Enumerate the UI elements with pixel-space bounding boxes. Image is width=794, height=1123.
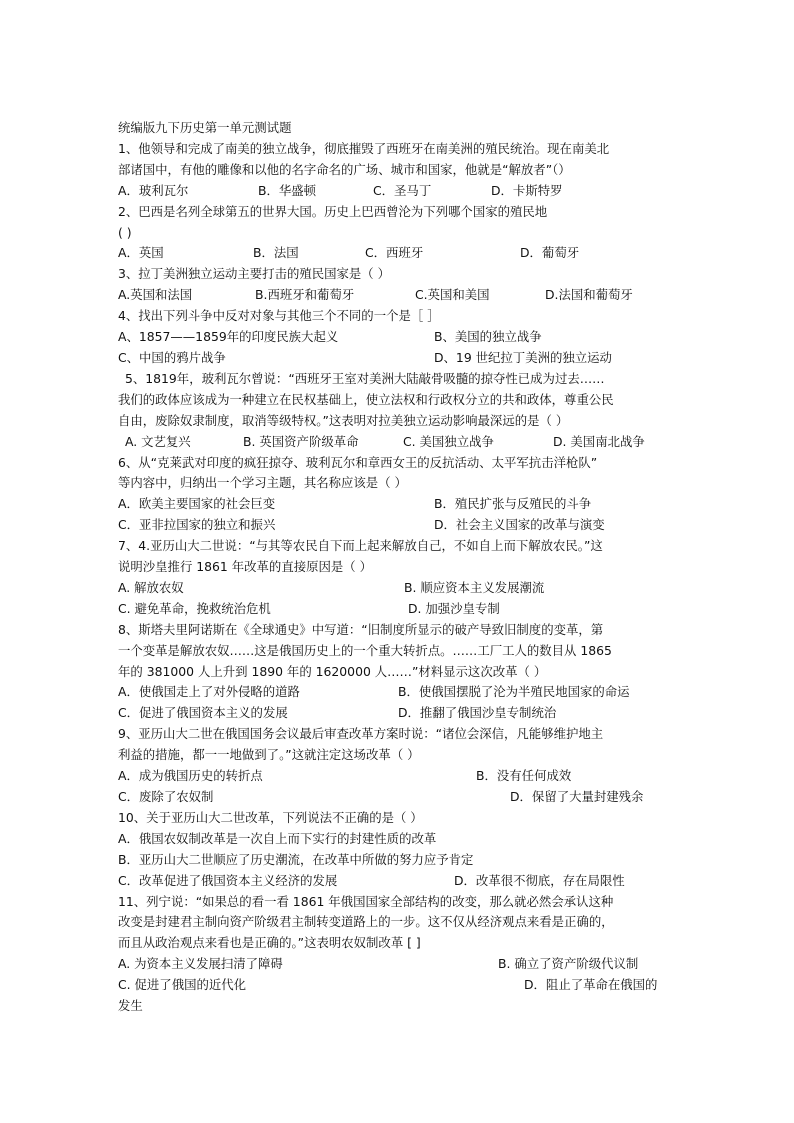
q1-stem-line1: 1、他领导和完成了南美的独立战争，彻底摧毁了西班牙在南美洲的殖民统治。现在南美北 [118, 140, 610, 156]
q6-options-row2 [118, 515, 678, 536]
q2-options [118, 243, 678, 264]
q9-option-c: C．废除了农奴制 [118, 789, 214, 804]
q2-option-c: C．西班牙 [365, 245, 424, 261]
q8-option-b: B．使俄国摆脱了沦为半殖民地国家的命运 [398, 684, 630, 700]
q11-stem-line2: 改变是封建君主制向资产阶级君主制转变道路上的一步。这不仅从经济观点来看是正确的， [118, 914, 614, 930]
q3-option-d: D.法国和葡萄牙 [545, 287, 633, 303]
q8-stem-line2: 一个变革是解放农奴……这是俄国历史上的一个重大转折点。……工厂工人的数目从 1865 [118, 642, 612, 658]
q6-option-b: B．殖民扩张与反殖民的斗争 [434, 496, 592, 512]
q4-option-d: D、19 世纪拉丁美洲的独立运动 [434, 349, 612, 365]
q4-options-row2 [118, 348, 678, 369]
q11-options-row2 [118, 975, 678, 996]
q10-options-row3 [118, 871, 678, 892]
q1-options [118, 181, 678, 202]
q1-stem-line2: 部诸国中，有他的雕像和以他的名字命名的广场、城市和国家，他就是“解放者”（） [118, 161, 571, 177]
q5-stem-line2: 我们的政体应该成为一种建立在民权基础上，使立法权和行政权分立的共和政体，尊重公民 [118, 391, 614, 407]
q11-option-c: C. 促进了俄国的近代化 [118, 977, 247, 993]
q7-option-d: D. 加强沙皇专制 [408, 600, 500, 616]
q1-option-b: B．华盛顿 [258, 182, 317, 198]
q4-option-b: B、美国的独立战争 [434, 329, 542, 345]
q8-stem-line3: 年的 381000 人上升到 1890 年的 1620000 人……”材料显示这次改革（ ） [118, 663, 547, 679]
q9-options-row2 [118, 787, 678, 808]
worksheet-page [118, 118, 678, 1017]
q11-stem-line1: 11、列宁说：“如果总的看一看 1861 年俄国国家全部结构的改变，那么就必然会承认这种 [118, 893, 614, 909]
q3-option-a: A.英国和法国 [118, 287, 193, 303]
q9-option-a: A．成为俄国历史的转折点 [118, 768, 263, 784]
q5-option-c: C. 美国独立战争 [403, 433, 494, 449]
q8-option-c: C．促进了俄国资本主义的发展 [118, 705, 288, 721]
q10-option-a: A．俄国农奴制改革是一次自上而下实行的封建性质的改革 [118, 830, 437, 846]
q4-stem: 4、找出下列斗争中反对对象与其他三个不同的一个是［ ］ [118, 308, 440, 324]
q8-options-row1 [118, 682, 678, 703]
page-title: 统编版九下历史第一单元测试题 [118, 120, 292, 135]
q2-stem-line1: 2、巴西是名列全球第五的世界大国。历史上巴西曾沦为下列哪个国家的殖民地 [118, 203, 548, 219]
q9-option-b: B．没有任何成效 [476, 768, 572, 784]
q6-options-row1 [118, 494, 678, 515]
q7-stem-line1: 7、4.亚历山大二世说：“与其等农民自下而上起来解放自己，不如自上而下解放农民。”这 [118, 538, 603, 554]
q11-option-a: A. 为资本主义发展扫清了障碍 [118, 956, 283, 972]
q10-stem: 10、关于亚历山大二世改革，下列说法不正确的是（ ） [118, 809, 423, 825]
q3-stem: 3、拉丁美洲独立运动主要打击的殖民国家是（ ） [118, 266, 391, 282]
q10-option-c: C．改革促进了俄国资本主义经济的发展 [118, 872, 338, 888]
q2-option-d: D．葡萄牙 [520, 245, 580, 261]
q1-option-d: D．卡斯特罗 [491, 182, 563, 198]
q5-stem-line3: 自由，废除奴隶制度，取消等级特权。”这表明对拉美独立运动影响最深远的是（ ） [118, 412, 569, 428]
q11-option-d-continued: 发生 [118, 998, 143, 1014]
q8-option-a: A．使俄国走上了对外侵略的道路 [118, 684, 300, 700]
q3-options [118, 285, 678, 306]
q7-stem-line2: 说明沙皇推行 1861 年改革的直接原因是（ ） [118, 559, 372, 575]
q8-option-d: D．推翻了俄国沙皇专制统治 [398, 705, 557, 721]
q6-stem-line1: 6、从“克莱武对印度的疯狂掠夺、玻利瓦尔和章西女王的反抗活动、太平军抗击洋枪队” [118, 454, 598, 470]
q11-options-row1 [118, 954, 678, 975]
q6-option-a: A．欧美主要国家的社会巨变 [118, 496, 276, 512]
q10-option-b: B．亚历山大二世顺应了历史潮流，在改革中所做的努力应予肯定 [118, 851, 474, 867]
q2-option-a: A．英国 [118, 245, 164, 261]
q3-option-c: C.英国和美国 [415, 287, 490, 303]
q9-options-row1 [118, 766, 678, 787]
q5-option-a: A. 文艺复兴 [125, 433, 191, 449]
q4-option-a: A、1857——1859年的印度民族大起义 [118, 329, 339, 345]
q5-stem-line1: 5、1819年，玻利瓦尔曾说：“西班牙王室对美洲大陆敲骨吸髓的掠夺性已成为过去…… [125, 370, 605, 386]
q7-option-c: C. 避免革命，挽救统治危机 [118, 600, 271, 616]
q6-option-c: C．亚非拉国家的独立和振兴 [118, 517, 276, 533]
q5-option-d: D. 美国南北战争 [553, 433, 645, 449]
q7-options-row1 [118, 578, 678, 599]
q6-option-d: D．社会主义国家的改革与演变 [434, 517, 605, 533]
q11-option-d: D．阻止了革命在俄国的 [524, 977, 658, 993]
q7-options-row2 [118, 599, 678, 620]
q1-option-a: A．玻利瓦尔 [118, 182, 189, 198]
q9-option-d: D．保留了大量封建残余 [510, 789, 644, 804]
q5-options [118, 432, 678, 453]
q11-option-b: B. 确立了资产阶级代议制 [498, 956, 639, 972]
q3-option-b: B.西班牙和葡萄牙 [255, 287, 355, 303]
q9-stem-line2: 利益的措施，都一一地做到了。”这就注定这场改革（ ） [118, 747, 420, 763]
q5-option-b: B. 英国资产阶级革命 [243, 433, 359, 449]
q8-options-row2 [118, 703, 678, 724]
q6-stem-line2: 等内容中，归纳出一个学习主题，其名称应该是（ ） [118, 475, 407, 491]
q4-option-c: C、中国的鸦片战争 [118, 349, 226, 365]
q2-option-b: B．法国 [253, 245, 299, 261]
q9-stem-line1: 9、亚历山大二世在俄国国务会议最后审查改革方案时说：“诸位会深信，凡能够维护地主 [118, 726, 604, 742]
q7-option-a: A. 解放农奴 [118, 579, 184, 595]
q10-option-d: D．改革很不彻底，存在局限性 [454, 872, 625, 888]
q1-option-c: C．圣马丁 [373, 182, 432, 198]
q11-stem-line3: 而且从政治观点来看也是正确的。”这表明农奴制改革 [ ] [118, 935, 421, 951]
q2-stem-line2: ( ) [118, 224, 132, 240]
q8-stem-line1: 8、斯塔夫里阿诺斯在《全球通史》中写道：“旧制度所显示的破产导致旧制度的变革，第 [118, 621, 604, 637]
q7-option-b: B. 顺应资本主义发展潮流 [404, 579, 545, 595]
q4-options-row1 [118, 327, 678, 348]
